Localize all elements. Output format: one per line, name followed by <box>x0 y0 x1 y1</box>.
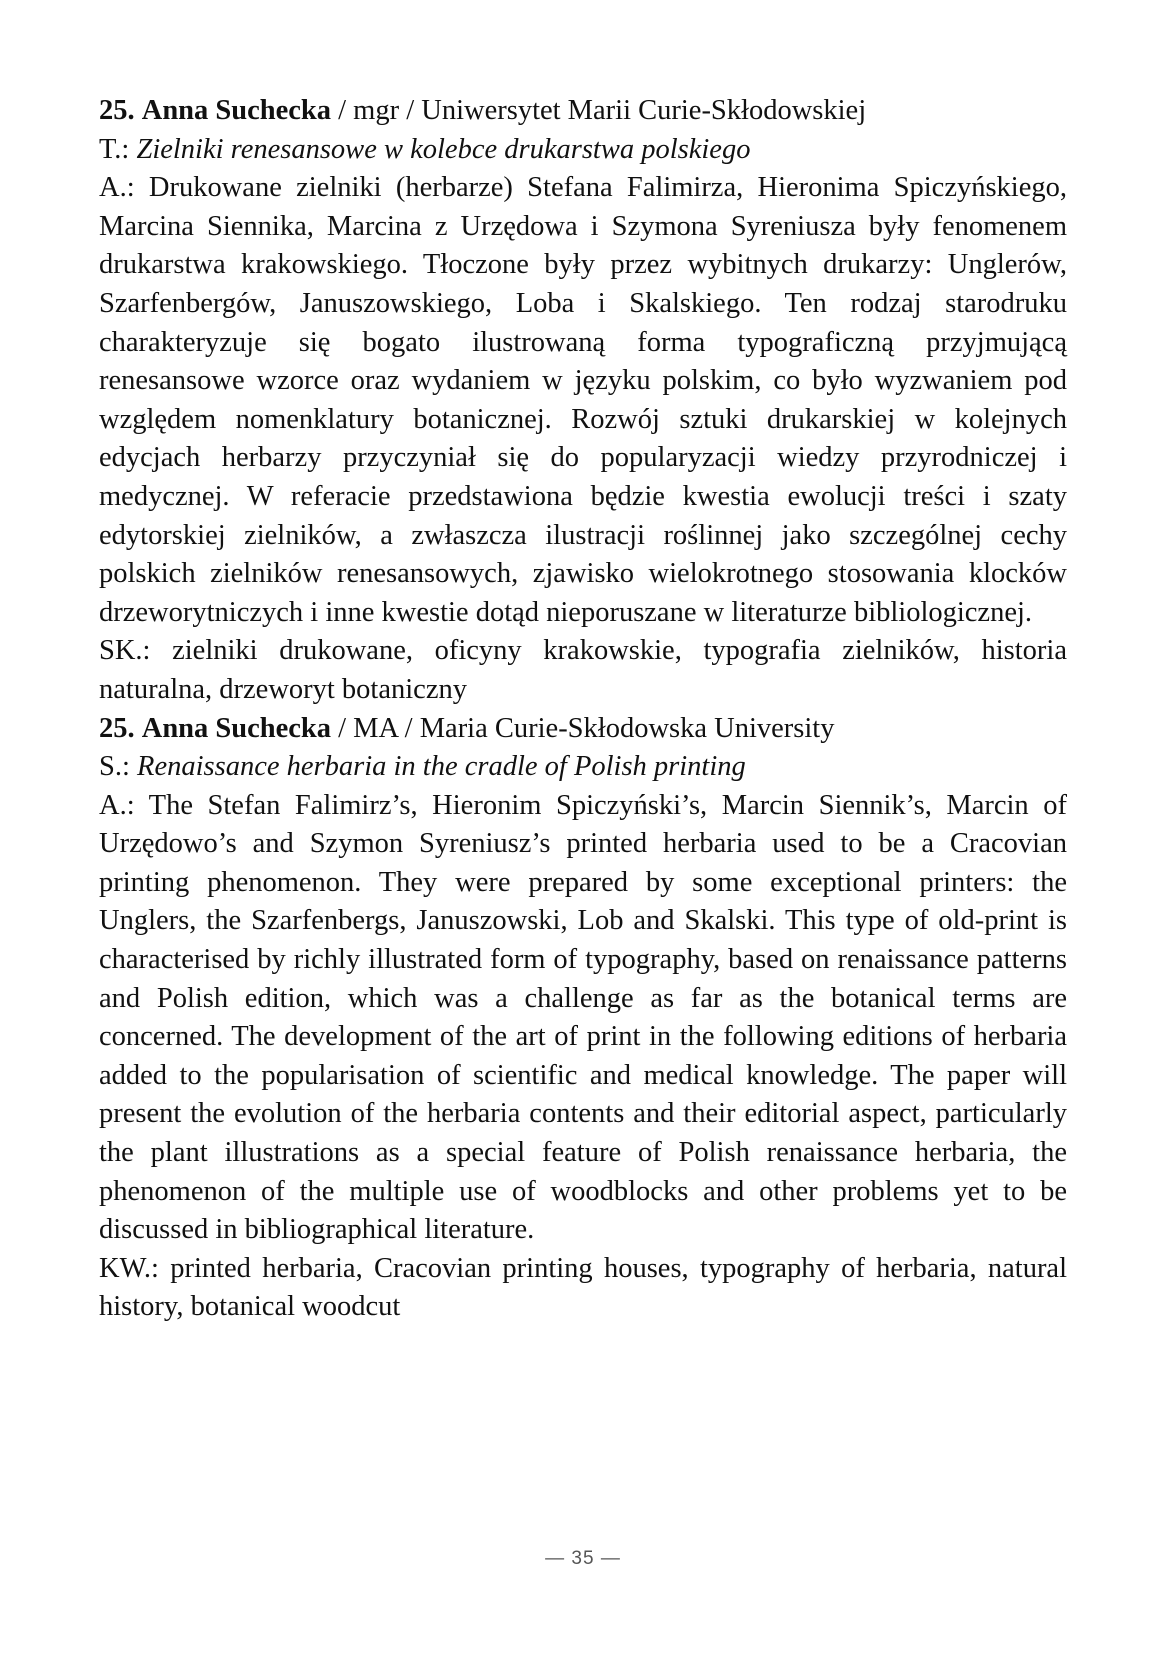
title-prefix: S.: <box>99 751 138 783</box>
entry-number: 25. <box>99 95 135 126</box>
entry-heading <box>99 92 1067 131</box>
entry-heading <box>99 710 1067 749</box>
title-line <box>99 748 1067 787</box>
keywords-text: KW.: printed herbaria, Cracovian printing houses, typography of herbaria, natural history, botanical woodcut <box>99 1252 1067 1323</box>
title-line <box>99 131 1067 170</box>
author-affiliation: / mgr / Uniwersytet Marii Curie-Skłodowskiej <box>331 95 867 126</box>
page-content <box>99 92 1067 1327</box>
entry-polish <box>99 92 1067 710</box>
entry-number: 25. <box>99 712 135 744</box>
author-affiliation: / MA / Maria Curie-Skłodowska University <box>331 712 835 744</box>
keywords-text: SK.: zielniki drukowane, oficyny krakowskie, typografia zielników, historia naturalna, drzeworyt botaniczny <box>99 635 1067 705</box>
paper-title: Renaissance herbaria in the cradle of Polish printing <box>137 751 746 783</box>
author-name: Anna Suchecka <box>141 712 332 744</box>
title-prefix: T.: <box>99 133 137 165</box>
abstract-text: A.: Drukowane zielniki (herbarze) Stefana Falimirza, Hieronima Spiczyńskiego, Marcina Siennika, Marcina z Urzędowa i Szymona Syreniusza były fenomenem drukarstwa krakowskiego. Tłoczone były przez wybitnych drukarzy: Unglerów, Szarfenbergów, Januszowskiego, Loba i Skalskiego. Ten rodzaj starodruku charakteryzuje się bogato ilustrowaną forma typograficzną przyjmującą renesansowe wzorce oraz wydaniem w języku polskim, co było wyzwaniem pod względem nomenklatury botanicznej. Rozwój sztuki drukarskiej w kolejnych edycjach herbarzy przyczyniał się do popularyzacji wiedzy przyrodniczej i medycznej. W referacie przedstawiona będzie kwestia ewolucji treści i szaty edytorskiej zielników, a zwłaszcza ilustracji roślinnej jako szczególnej cechy polskich zielników renesansowych, zjawisko wielokrotnego stosowania klocków drzeworytniczych i inne kwestie dotąd nieporuszane w literaturze bibliologicznej. <box>99 172 1067 628</box>
author-name: Anna Suchecka <box>141 95 332 126</box>
abstract-text: A.: The Stefan Falimirz’s, Hieronim Spiczyński’s, Marcin Siennik’s, Marcin of Urzędowo’s and Szymon Syreniusz’s printed herbaria used to be a Cracovian printing phenomenon. They were prepared by some exceptional printers: the Unglers, the Szarfenbergs, Januszowski, Lob and Skalski. This type of old-print is characterised by richly illustrated form of typography, based on renaissance patterns and Polish edition, which was a challenge as far as the botanical terms are concerned. The development of the art of print in the following editions of herbaria added to the popularisation of scientific and medical knowledge. The paper will present the evolution of the herbaria contents and their editorial aspect, particularly the plant illustrations as a special feature of Polish renaissance herbaria, the phenomenon of the multiple use of woodblocks and other problems yet to be discussed in bibliographical literature. <box>99 789 1067 1246</box>
paper-title: Zielniki renesansowe w kolebce drukarstwa polskiego <box>136 133 751 165</box>
page-number: — 35 — <box>545 1548 621 1569</box>
entry-english <box>99 710 1067 1328</box>
